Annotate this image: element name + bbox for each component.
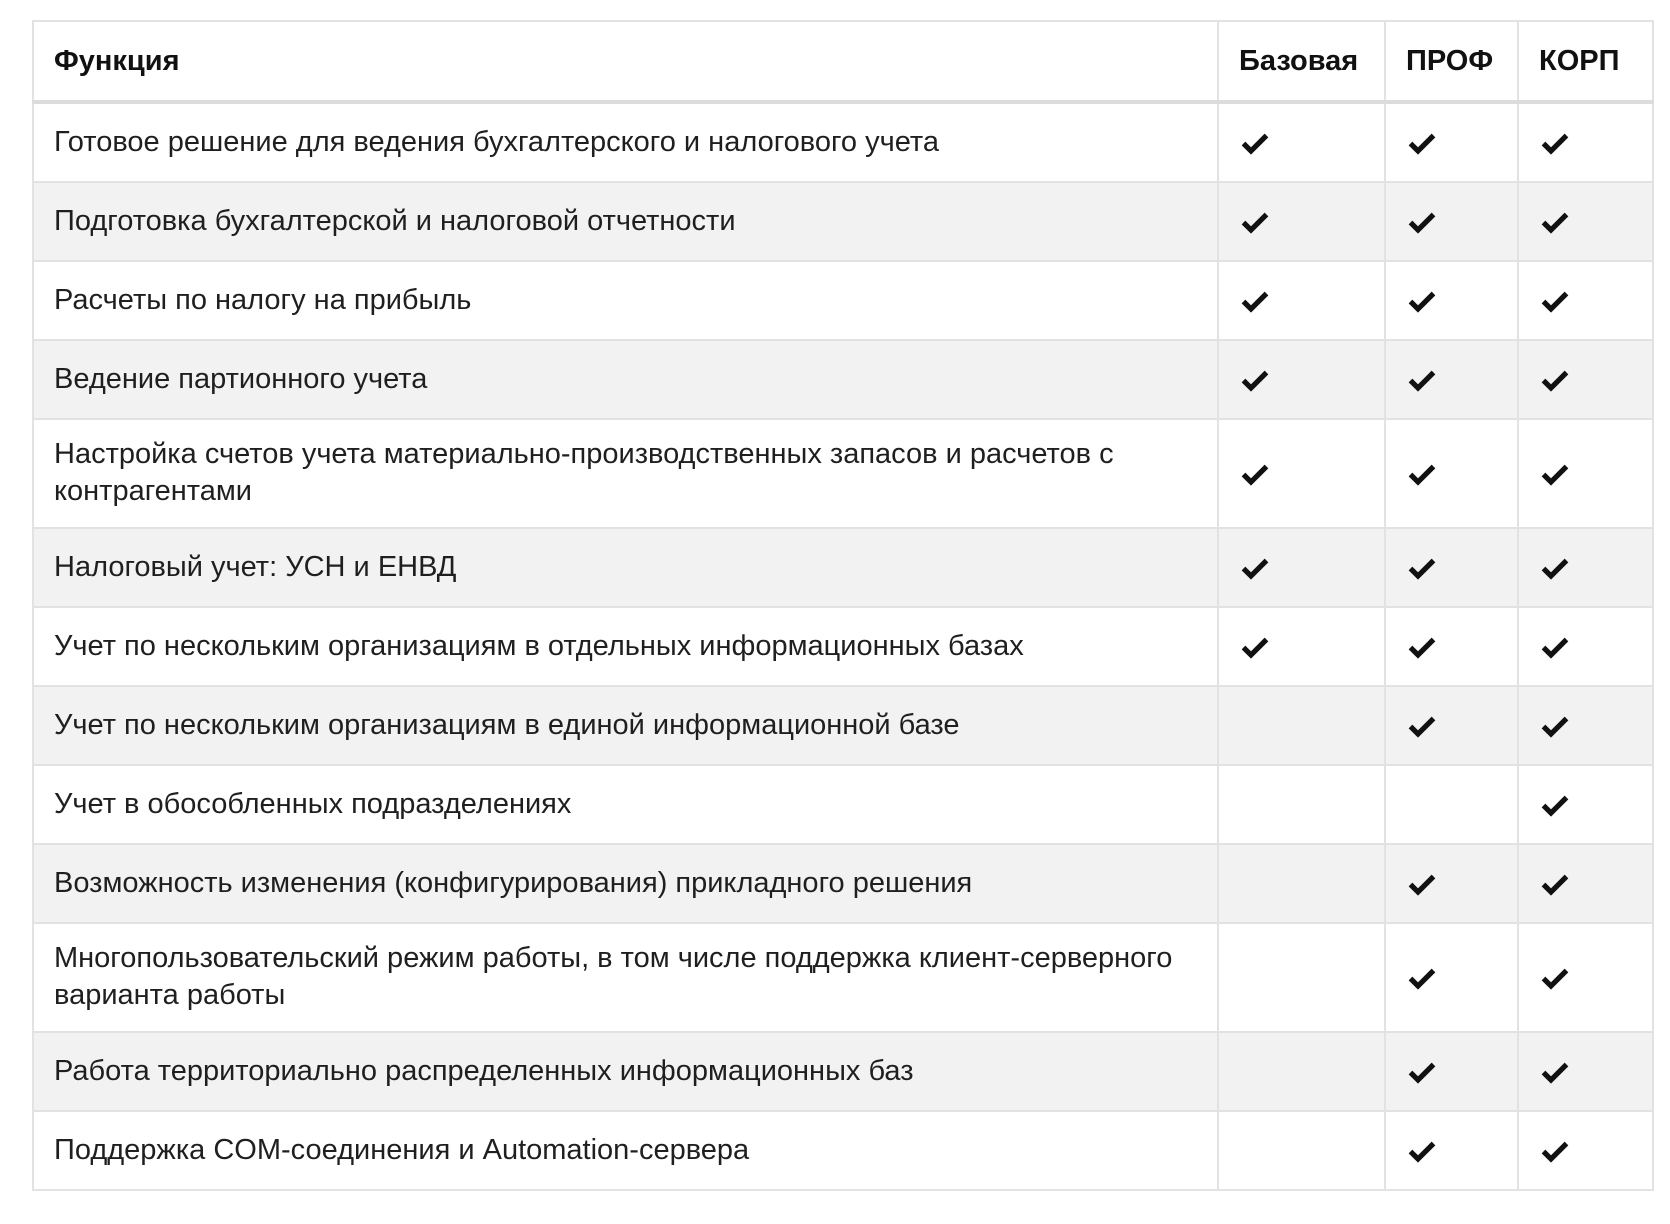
check-icon: [1408, 966, 1436, 990]
function-cell: Многопользовательский режим работы, в том числе поддержка клиент-серверного варианта работы: [33, 923, 1218, 1032]
prof-cell: [1385, 261, 1518, 340]
function-cell: Учет в обособленных подразделениях: [33, 765, 1218, 844]
table-row: [33, 1111, 1653, 1190]
comparison-table-container: [32, 20, 1652, 1191]
table-row: [33, 686, 1653, 765]
korp-cell: [1518, 261, 1653, 340]
prof-cell: [1385, 686, 1518, 765]
check-icon: [1408, 1060, 1436, 1084]
prof-cell: [1385, 1032, 1518, 1111]
table-row: [33, 419, 1653, 528]
function-cell: Учет по нескольким организациям в единой информационной базе: [33, 686, 1218, 765]
prof-cell: [1385, 923, 1518, 1032]
header-row: [33, 21, 1653, 102]
basic-cell: [1218, 1032, 1385, 1111]
basic-cell: [1218, 923, 1385, 1032]
function-cell: Ведение партионного учета: [33, 340, 1218, 419]
korp-cell: [1518, 765, 1653, 844]
prof-cell: [1385, 419, 1518, 528]
table-row: [33, 528, 1653, 607]
function-cell: Работа территориально распределенных информационных баз: [33, 1032, 1218, 1111]
check-icon: [1408, 368, 1436, 392]
table-row: [33, 844, 1653, 923]
prof-cell: [1385, 607, 1518, 686]
korp-cell: [1518, 102, 1653, 182]
table-row: [33, 102, 1653, 182]
check-icon: [1541, 714, 1569, 738]
korp-cell: [1518, 1032, 1653, 1111]
check-icon: [1408, 131, 1436, 155]
edition-comparison-table: [32, 20, 1654, 1191]
function-cell: Подготовка бухгалтерской и налоговой отчетности: [33, 182, 1218, 261]
check-icon: [1541, 1139, 1569, 1163]
check-icon: [1408, 1139, 1436, 1163]
check-icon: [1408, 635, 1436, 659]
check-icon: [1241, 462, 1269, 486]
check-icon: [1241, 131, 1269, 155]
basic-cell: [1218, 261, 1385, 340]
check-icon: [1541, 289, 1569, 313]
table-row: [33, 1032, 1653, 1111]
function-cell: Возможность изменения (конфигурирования) прикладного решения: [33, 844, 1218, 923]
check-icon: [1408, 289, 1436, 313]
function-cell: Налоговый учет: УСН и ЕНВД: [33, 528, 1218, 607]
check-icon: [1241, 556, 1269, 580]
korp-cell: [1518, 340, 1653, 419]
table-header: [33, 21, 1653, 102]
prof-cell: [1385, 1111, 1518, 1190]
function-cell: Готовое решение для ведения бухгалтерского и налогового учета: [33, 102, 1218, 182]
prof-cell: [1385, 102, 1518, 182]
header-basic: Базовая: [1218, 21, 1385, 102]
header-korp: КОРП: [1518, 21, 1653, 102]
korp-cell: [1518, 607, 1653, 686]
prof-cell: [1385, 844, 1518, 923]
check-icon: [1241, 635, 1269, 659]
korp-cell: [1518, 419, 1653, 528]
function-cell: Поддержка COM-соединения и Automation-сервера: [33, 1111, 1218, 1190]
check-icon: [1541, 793, 1569, 817]
basic-cell: [1218, 607, 1385, 686]
korp-cell: [1518, 182, 1653, 261]
korp-cell: [1518, 1111, 1653, 1190]
basic-cell: [1218, 340, 1385, 419]
korp-cell: [1518, 923, 1653, 1032]
check-icon: [1408, 872, 1436, 896]
table-row: [33, 182, 1653, 261]
prof-cell: [1385, 182, 1518, 261]
basic-cell: [1218, 182, 1385, 261]
basic-cell: [1218, 528, 1385, 607]
table-row: [33, 340, 1653, 419]
function-cell: Настройка счетов учета материально-производственных запасов и расчетов с контрагентами: [33, 419, 1218, 528]
basic-cell: [1218, 686, 1385, 765]
basic-cell: [1218, 1111, 1385, 1190]
check-icon: [1541, 966, 1569, 990]
check-icon: [1541, 635, 1569, 659]
basic-cell: [1218, 102, 1385, 182]
check-icon: [1541, 1060, 1569, 1084]
table-row: [33, 261, 1653, 340]
korp-cell: [1518, 844, 1653, 923]
table-row: [33, 607, 1653, 686]
korp-cell: [1518, 528, 1653, 607]
check-icon: [1408, 210, 1436, 234]
table-row: [33, 765, 1653, 844]
header-prof: ПРОФ: [1385, 21, 1518, 102]
check-icon: [1408, 462, 1436, 486]
korp-cell: [1518, 686, 1653, 765]
table-row: [33, 923, 1653, 1032]
function-cell: Расчеты по налогу на прибыль: [33, 261, 1218, 340]
check-icon: [1541, 462, 1569, 486]
basic-cell: [1218, 419, 1385, 528]
prof-cell: [1385, 765, 1518, 844]
check-icon: [1541, 210, 1569, 234]
check-icon: [1408, 556, 1436, 580]
function-cell: Учет по нескольким организациям в отдельных информационных базах: [33, 607, 1218, 686]
check-icon: [1541, 131, 1569, 155]
check-icon: [1541, 872, 1569, 896]
basic-cell: [1218, 765, 1385, 844]
check-icon: [1241, 289, 1269, 313]
check-icon: [1541, 556, 1569, 580]
prof-cell: [1385, 340, 1518, 419]
check-icon: [1241, 210, 1269, 234]
basic-cell: [1218, 844, 1385, 923]
prof-cell: [1385, 528, 1518, 607]
check-icon: [1541, 368, 1569, 392]
check-icon: [1408, 714, 1436, 738]
table-body: [33, 102, 1653, 1190]
check-icon: [1241, 368, 1269, 392]
header-function: Функция: [33, 21, 1218, 102]
